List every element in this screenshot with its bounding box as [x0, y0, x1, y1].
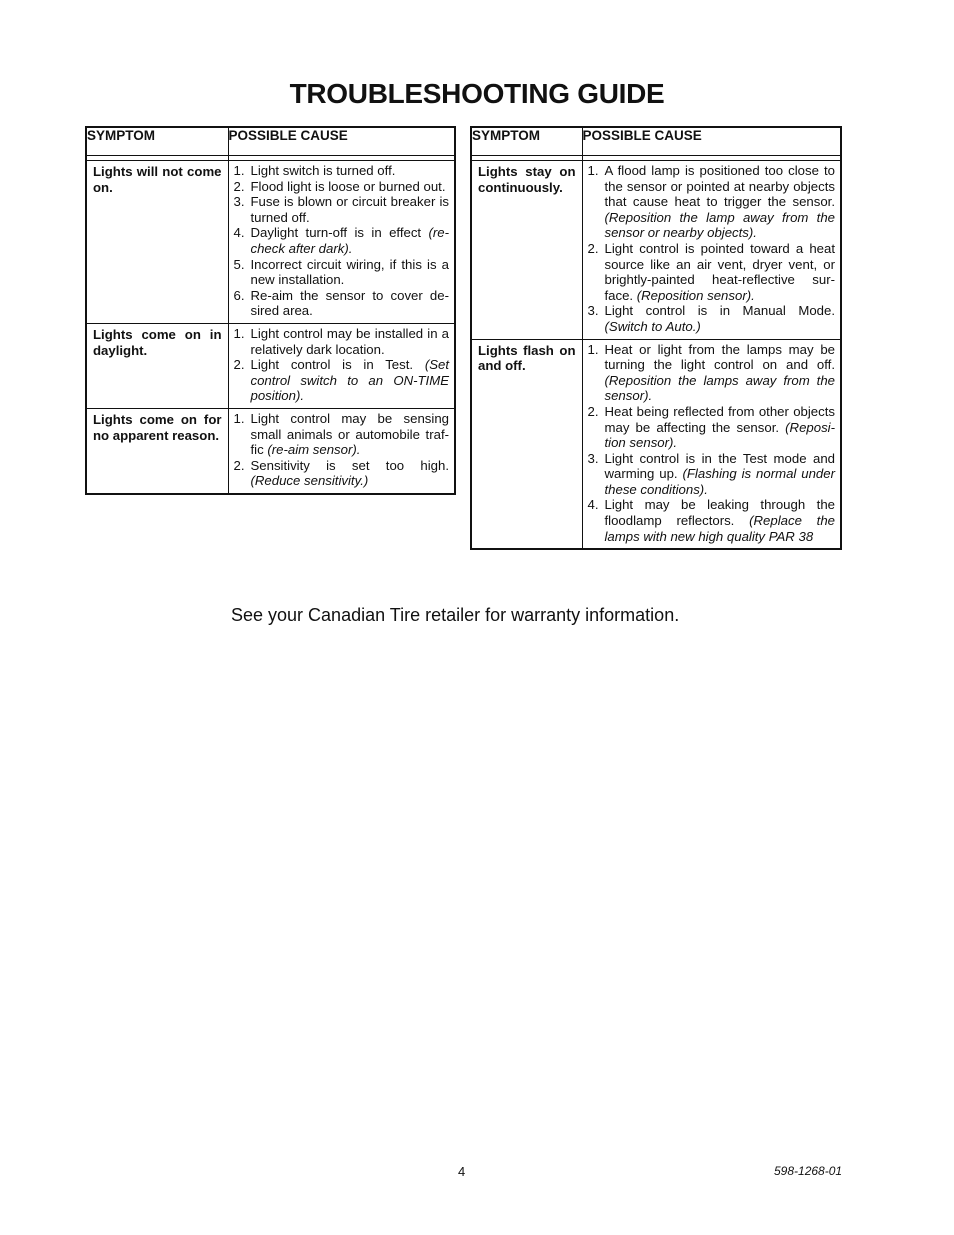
- cause-text: [251, 257, 450, 288]
- cause-item: [234, 411, 450, 458]
- cause-main-text: Flood light is loose or burned out.: [250, 178, 446, 194]
- cause-main-text: Heat or light from the lamps may be turning the light control on and off.: [604, 341, 835, 373]
- table-row: [86, 408, 455, 493]
- table-row: [86, 161, 455, 324]
- cause-item: [588, 404, 836, 451]
- cause-number: 1.: [587, 163, 599, 178]
- cause-item: [234, 179, 450, 195]
- troubleshooting-table-left: [85, 126, 456, 495]
- cause-cell: [582, 339, 841, 549]
- cause-remedy-note: (Set control switch to an ON-TIME position).: [250, 357, 449, 404]
- cause-main-text: Light control is pointed toward a heat source like an air vent, dryer vent, or brightly-painted heat-reflective sur-face.: [604, 240, 835, 303]
- cause-main-text: A flood lamp is positioned too close to the sensor or pointed at nearby objects that cause heat to trigger the sensor.: [604, 163, 835, 210]
- cause-list: [234, 411, 450, 489]
- cause-number: 1.: [587, 341, 599, 357]
- symptom-header: SYMPTOM: [471, 127, 582, 156]
- cause-item: [234, 326, 450, 357]
- cause-number: 2.: [233, 178, 245, 194]
- cause-main-text: Light may be leaking through the floodlamp reflectors.: [604, 497, 835, 529]
- cause-text: [251, 194, 450, 225]
- cause-number: 3.: [233, 194, 245, 210]
- cause-number: 2.: [233, 357, 245, 373]
- cause-text: [605, 342, 836, 404]
- cause-text: [605, 497, 836, 544]
- cause-number: 1.: [233, 325, 245, 341]
- cause-main-text: Light control may be installed in a relatively dark location.: [250, 325, 449, 357]
- table-header-row: [471, 127, 841, 156]
- cause-remedy-note: (Flashing is normal under these conditions).: [604, 466, 835, 497]
- cause-number: 3.: [587, 450, 599, 466]
- table-header-row: [86, 127, 455, 156]
- cause-cell: [228, 161, 455, 324]
- cause-number: 1.: [233, 410, 245, 426]
- cause-number: 1.: [233, 163, 245, 178]
- cause-text: [251, 357, 450, 404]
- symptom-cell: Lights flash on and off.: [471, 339, 582, 549]
- symptom-cell: Lights stay on continuously.: [471, 161, 582, 340]
- cause-number: 2.: [587, 403, 599, 419]
- cause-main-text: Heat being reflected from other objects may be affecting the sensor.: [604, 403, 835, 435]
- cause-text: [251, 225, 450, 256]
- cause-item: [234, 288, 450, 319]
- cause-header: POSSIBLE CAUSE: [228, 127, 455, 156]
- cause-main-text: Light switch is turned off.: [250, 163, 396, 178]
- cause-remedy-note: (Reposition sensor).: [636, 287, 755, 303]
- cause-text: [251, 411, 450, 458]
- cause-main-text: Re-aim the sensor to cover de-sired area.: [250, 287, 449, 319]
- symptom-cell: Lights will not come on.: [86, 161, 228, 324]
- cause-text: [605, 303, 836, 334]
- cause-main-text: Light control may be sensing small animals or automobile traf-fic: [250, 410, 449, 458]
- cause-cell: [228, 323, 455, 408]
- cause-remedy-note: (re-check after dark).: [250, 225, 449, 256]
- table-row: [471, 161, 841, 340]
- cause-header: POSSIBLE CAUSE: [582, 127, 841, 156]
- page-number: 4: [458, 1164, 466, 1179]
- cause-main-text: Light control is in the Test mode and warming up.: [604, 450, 835, 482]
- troubleshooting-table-right: [470, 126, 842, 550]
- cause-number: 4.: [587, 497, 599, 513]
- cause-item: [234, 225, 450, 256]
- symptom-cell: Lights come on in daylight.: [86, 323, 228, 408]
- cause-cell: [228, 408, 455, 493]
- symptom-cell: Lights come on for no apparent reason.: [86, 408, 228, 493]
- cause-list: [234, 163, 450, 319]
- cause-text: [251, 288, 450, 319]
- cause-item: [234, 257, 450, 288]
- cause-text: [251, 458, 450, 489]
- cause-remedy-note: (re-aim sensor).: [267, 442, 361, 458]
- cause-item: [588, 497, 836, 544]
- cause-item: [234, 458, 450, 489]
- cause-item: [234, 194, 450, 225]
- cause-list: [588, 342, 836, 545]
- cause-text: [605, 241, 836, 303]
- cause-number: 5.: [233, 256, 245, 272]
- cause-cell: [582, 161, 841, 340]
- cause-text: [605, 404, 836, 451]
- cause-list: [588, 163, 836, 335]
- cause-item: [588, 241, 836, 303]
- cause-text: [605, 163, 836, 241]
- cause-text: [251, 179, 450, 195]
- cause-main-text: Daylight turn-off is in effect: [250, 225, 429, 241]
- symptom-header: SYMPTOM: [86, 127, 228, 156]
- cause-main-text: Light control is in Manual Mode.: [604, 303, 835, 319]
- cause-main-text: Sensitivity is set too high.: [250, 457, 449, 473]
- cause-item: [234, 357, 450, 404]
- cause-remedy-note: (Reposi-tion sensor).: [604, 419, 835, 451]
- cause-number: 2.: [587, 240, 599, 256]
- cause-number: 2.: [233, 457, 245, 473]
- cause-text: [251, 163, 450, 179]
- cause-remedy-note: (Reposition the lamp away from the sensor or nearby objects).: [604, 209, 835, 241]
- cause-number: 4.: [233, 225, 245, 241]
- cause-main-text: Incorrect circuit wiring, if this is a new installation.: [250, 256, 449, 288]
- page-title: TROUBLESHOOTING GUIDE: [289, 78, 665, 109]
- table-row: [471, 339, 841, 549]
- cause-text: [251, 326, 450, 357]
- cause-number: 3.: [587, 303, 599, 319]
- cause-item: [588, 163, 836, 241]
- cause-remedy-note: (Switch to Auto.): [604, 318, 701, 334]
- cause-remedy-note: (Replace the lamps with new high quality PAR 38: [604, 513, 836, 544]
- cause-remedy-note: (Reposition the lamps away from the sensor).: [604, 372, 835, 404]
- table-body: [86, 161, 455, 494]
- cause-list: [234, 326, 450, 404]
- cause-remedy-note: (Reduce sensitivity.): [250, 473, 369, 489]
- cause-item: [588, 451, 836, 498]
- cause-main-text: Fuse is blown or circuit breaker is turned off.: [250, 194, 449, 225]
- table-body: [471, 161, 841, 550]
- table-row: [86, 323, 455, 408]
- cause-main-text: Light control is in Test.: [250, 357, 425, 373]
- cause-number: 6.: [233, 287, 245, 303]
- warranty-note: See your Canadian Tire retailer for warranty information.: [231, 605, 680, 625]
- cause-item: [234, 163, 450, 179]
- document-code: 598-1268-01: [774, 1164, 843, 1178]
- cause-item: [588, 342, 836, 404]
- cause-item: [588, 303, 836, 334]
- cause-text: [605, 451, 836, 498]
